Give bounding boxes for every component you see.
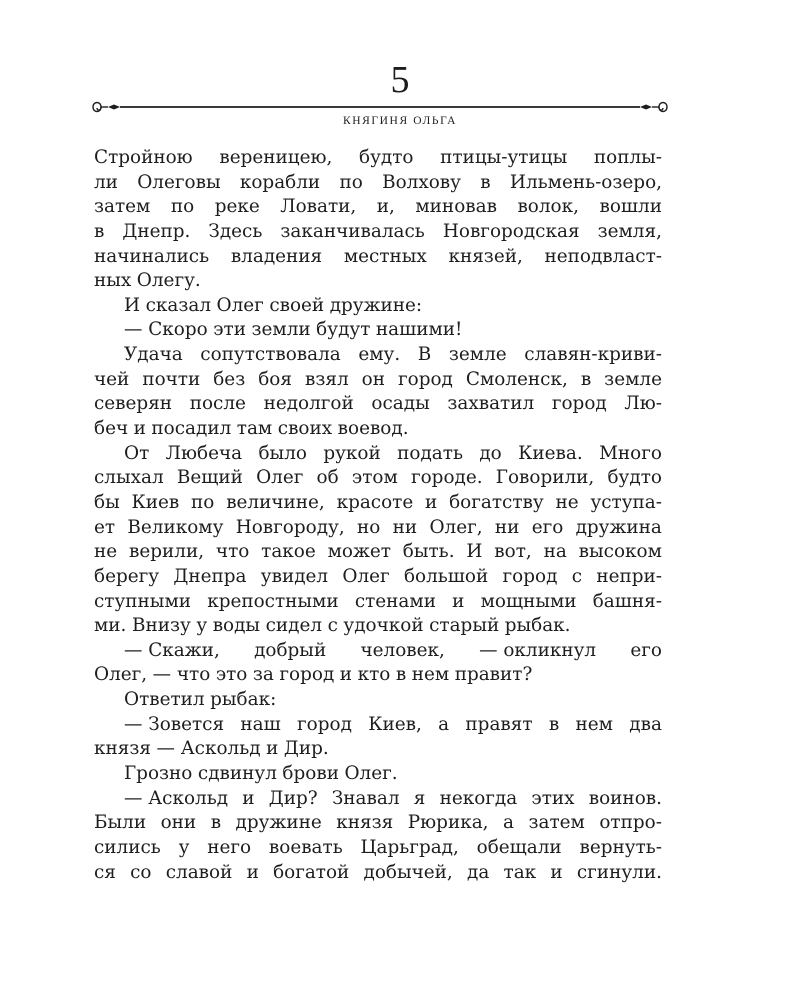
word: земля, xyxy=(597,220,662,242)
word: корабли xyxy=(239,171,321,193)
text-line xyxy=(94,663,662,688)
word: поплы- xyxy=(593,147,662,168)
word: Дир. xyxy=(283,738,329,760)
word: славой xyxy=(165,861,233,883)
word: Киев xyxy=(131,491,180,513)
word: город xyxy=(297,713,352,735)
word: — окликнул xyxy=(479,639,597,661)
word: Волхову xyxy=(382,171,461,193)
text-line xyxy=(94,442,662,467)
word: богатой xyxy=(273,861,350,883)
text-line xyxy=(94,565,662,590)
word: слыхал xyxy=(94,467,164,489)
word: Знавал xyxy=(331,787,400,809)
word: воды xyxy=(212,615,261,637)
word: сились xyxy=(94,836,161,858)
word: вот, xyxy=(494,541,532,563)
word: они xyxy=(160,812,197,834)
word: так xyxy=(503,861,537,883)
text-line xyxy=(94,713,662,738)
text-line xyxy=(94,417,662,442)
word: а xyxy=(438,713,450,735)
word: будут xyxy=(316,319,371,341)
word: а xyxy=(503,812,514,834)
text-line xyxy=(94,516,662,541)
word: без xyxy=(213,368,246,390)
word: — Скоро xyxy=(124,319,208,341)
word: и xyxy=(133,418,146,440)
word: у xyxy=(178,836,190,858)
word: ет xyxy=(94,516,116,538)
word: реке xyxy=(214,196,260,218)
text-line xyxy=(94,762,662,787)
word: Любеча xyxy=(165,442,243,464)
word: правят xyxy=(465,713,533,735)
word: Здесь xyxy=(208,220,263,242)
word: воинов. xyxy=(588,787,662,809)
word: Ловати, xyxy=(280,196,357,218)
word: что xyxy=(215,541,250,563)
word: с xyxy=(571,565,583,587)
word: в xyxy=(548,713,560,735)
word: Смоленск, xyxy=(465,368,568,390)
word: до xyxy=(479,442,502,464)
chapter-title: КНЯГИНЯ ОЛЬГА xyxy=(342,115,458,127)
text-line xyxy=(94,171,662,196)
word: ему. xyxy=(358,344,401,366)
word: его xyxy=(531,516,564,538)
word: рыбак. xyxy=(504,615,571,637)
word: нем xyxy=(575,713,613,735)
word: город xyxy=(502,565,558,587)
word: брови xyxy=(282,763,339,785)
text-line xyxy=(94,491,662,516)
word: я xyxy=(413,787,426,809)
word: Ответил xyxy=(124,689,205,711)
word: и xyxy=(339,664,353,686)
word: не xyxy=(94,541,118,563)
word: Ильмень-озеро, xyxy=(509,171,662,193)
text-line xyxy=(94,787,662,812)
word: по xyxy=(339,171,363,193)
word: дружине xyxy=(235,812,322,834)
word: земле xyxy=(448,344,507,366)
word: неподвласт- xyxy=(544,245,662,267)
word: обещали xyxy=(476,836,562,858)
text-line xyxy=(94,245,662,270)
word: увидел xyxy=(260,565,329,587)
word: князя xyxy=(336,812,394,834)
word: Олег, xyxy=(94,664,148,686)
word: вернуть- xyxy=(579,836,662,858)
word: Много xyxy=(599,442,662,464)
text-line xyxy=(94,811,662,836)
word: подать xyxy=(397,442,463,464)
word: Киев, xyxy=(368,713,422,735)
word: ся xyxy=(94,861,116,883)
word: богатству xyxy=(449,491,544,513)
word: северян xyxy=(94,393,173,415)
word: миновав xyxy=(415,196,497,218)
word: сидел xyxy=(265,615,323,637)
word: старый xyxy=(429,615,500,637)
word: стенами xyxy=(354,590,436,612)
word: Олегу. xyxy=(136,270,201,292)
word: взял xyxy=(304,368,349,390)
word: И xyxy=(124,294,141,316)
word: местных xyxy=(343,245,427,267)
word: Днепр. xyxy=(122,220,191,242)
word: нашими! xyxy=(375,319,463,341)
word: Новгороду, xyxy=(235,516,345,538)
word: и, xyxy=(376,196,395,218)
word: беч xyxy=(94,418,129,440)
word: вошли xyxy=(599,196,662,218)
word: своих xyxy=(277,418,333,440)
word: сгинули. xyxy=(576,861,662,883)
word: Внизу xyxy=(131,615,191,637)
word: такое xyxy=(261,541,316,563)
word: эти xyxy=(213,319,246,341)
text-line xyxy=(94,220,662,245)
text-line xyxy=(94,343,662,368)
word: высоком xyxy=(578,541,662,563)
word: за xyxy=(252,664,274,686)
word: В xyxy=(417,344,432,366)
word: Олег xyxy=(342,565,390,587)
word: кто xyxy=(357,664,391,686)
word: человек, xyxy=(360,639,445,661)
word: князей, xyxy=(448,245,523,267)
text-line xyxy=(94,737,662,762)
word: Олеговы xyxy=(137,171,221,193)
word: мощными xyxy=(480,590,577,612)
word: Олег xyxy=(256,467,304,489)
word: рыбак: xyxy=(210,689,277,711)
word: — Скажи, xyxy=(124,639,220,661)
text-line xyxy=(94,368,662,393)
word: по xyxy=(191,491,215,513)
text-line xyxy=(94,836,662,861)
text-line xyxy=(94,318,662,343)
word: в xyxy=(395,664,407,686)
word: Олег xyxy=(216,294,264,316)
word: отпро- xyxy=(599,812,662,834)
word: воевать xyxy=(268,836,343,858)
word: на xyxy=(543,541,567,563)
text-line xyxy=(94,195,662,220)
word: Олег, xyxy=(429,516,483,538)
word: ли xyxy=(94,171,118,193)
word: своей xyxy=(269,294,325,316)
word: может xyxy=(327,541,391,563)
word: крепостными xyxy=(207,590,339,612)
word: красоте xyxy=(336,491,414,513)
word: земле xyxy=(604,368,662,390)
word: вереницею, xyxy=(219,147,333,168)
word: нем xyxy=(411,664,450,686)
word: Днепра xyxy=(173,565,247,587)
word: славян-криви- xyxy=(524,344,662,366)
chapter-number: 5 xyxy=(390,59,410,101)
word: И xyxy=(466,541,483,563)
word: Грозно xyxy=(124,763,193,785)
word: сказал xyxy=(145,294,211,316)
word: там xyxy=(236,418,273,440)
word: город xyxy=(551,393,607,415)
word: — что xyxy=(152,664,211,686)
word: ни xyxy=(494,516,520,538)
word: сдвинул xyxy=(197,763,277,785)
word: воевод. xyxy=(337,418,409,440)
word: недолгой xyxy=(263,393,354,415)
word: два xyxy=(629,713,662,735)
word: некогда xyxy=(439,787,518,809)
word: но xyxy=(357,516,381,538)
word: Говорили, xyxy=(495,467,595,489)
word: захватил xyxy=(447,393,535,415)
word: Рюрика, xyxy=(407,812,489,834)
word: с xyxy=(327,615,338,637)
word: его xyxy=(630,639,662,661)
word: осады xyxy=(371,393,430,415)
word: удочкой xyxy=(343,615,424,637)
word: в xyxy=(480,171,491,193)
word: в xyxy=(94,220,105,242)
word: этом xyxy=(351,467,398,489)
word: Новгородская xyxy=(442,220,580,242)
word: величине, xyxy=(226,491,325,513)
word: ни xyxy=(392,516,418,538)
word: и xyxy=(246,861,259,883)
word: дружина xyxy=(575,516,662,538)
text-line xyxy=(94,688,662,713)
text-line xyxy=(94,294,662,319)
word: Великому xyxy=(127,516,224,538)
word: Дир? xyxy=(268,787,318,809)
word: это xyxy=(215,664,248,686)
word: — Аскольд xyxy=(124,787,229,809)
word: затем xyxy=(94,196,151,218)
word: владения xyxy=(230,245,323,267)
word: город xyxy=(279,664,335,686)
word: большой xyxy=(403,565,489,587)
word: ных xyxy=(94,270,132,292)
word: почти xyxy=(142,368,201,390)
text-line xyxy=(94,269,662,294)
word: уступа- xyxy=(590,491,662,513)
word: и xyxy=(452,590,465,612)
text-line xyxy=(94,540,662,565)
word: добычей, xyxy=(363,861,453,883)
word: быть. xyxy=(402,541,455,563)
text-line xyxy=(94,146,662,171)
word: и xyxy=(550,861,563,883)
text-line xyxy=(94,392,662,417)
word: затем xyxy=(528,812,585,834)
word: Вещий xyxy=(176,467,243,489)
word: дружине: xyxy=(329,294,423,316)
word: чей xyxy=(94,368,130,390)
word: посадил xyxy=(151,418,232,440)
text-line xyxy=(94,639,662,664)
word: и xyxy=(242,787,255,809)
word: он xyxy=(361,368,385,390)
word: Были xyxy=(94,812,147,834)
word: боя xyxy=(258,368,292,390)
word: волок, xyxy=(517,196,579,218)
word: наш xyxy=(240,713,281,735)
word: и xyxy=(425,491,438,513)
word: городе. xyxy=(410,467,483,489)
word: этих xyxy=(531,787,575,809)
text-line xyxy=(94,861,662,886)
word: него xyxy=(207,836,252,858)
word: да xyxy=(467,861,490,883)
word: у xyxy=(196,615,208,637)
word: бы xyxy=(94,491,120,513)
body-text xyxy=(94,146,662,885)
word: будто xyxy=(359,147,414,168)
word: Царьград, xyxy=(360,836,459,858)
word: Лю- xyxy=(624,393,662,415)
word: рукой xyxy=(323,442,381,464)
word: добрый xyxy=(254,639,327,661)
word: в xyxy=(580,368,592,390)
word: ступными xyxy=(94,590,192,612)
word: по xyxy=(170,196,195,218)
word: непри- xyxy=(596,565,662,587)
word: правит? xyxy=(454,664,533,686)
word: заканчивалась xyxy=(280,220,425,242)
word: башня- xyxy=(592,590,662,612)
word: город xyxy=(398,368,453,390)
word: в xyxy=(210,812,222,834)
word: князя xyxy=(94,738,151,760)
word: верили, xyxy=(129,541,205,563)
word: об xyxy=(316,467,339,489)
word: — Аскольд xyxy=(156,738,261,760)
word: со xyxy=(130,861,152,883)
text-line xyxy=(94,614,662,639)
word: Киева. xyxy=(518,442,583,464)
word: не xyxy=(555,491,579,513)
word: От xyxy=(124,442,150,464)
word: птицы-утицы xyxy=(440,147,568,168)
word: и xyxy=(266,738,279,760)
word: Олег. xyxy=(344,763,398,785)
text-line xyxy=(94,590,662,615)
word: Удача xyxy=(124,344,183,366)
word: было xyxy=(258,442,307,464)
word: после xyxy=(189,393,246,415)
word: — Зовется xyxy=(124,713,225,735)
word: Стройною xyxy=(94,147,193,168)
text-line xyxy=(94,466,662,491)
word: берегу xyxy=(94,565,160,587)
word: сопутствовала xyxy=(200,344,341,366)
word: начинались xyxy=(94,245,210,267)
word: земли xyxy=(251,319,311,341)
word: ми. xyxy=(94,615,127,637)
word: будто xyxy=(607,467,662,489)
